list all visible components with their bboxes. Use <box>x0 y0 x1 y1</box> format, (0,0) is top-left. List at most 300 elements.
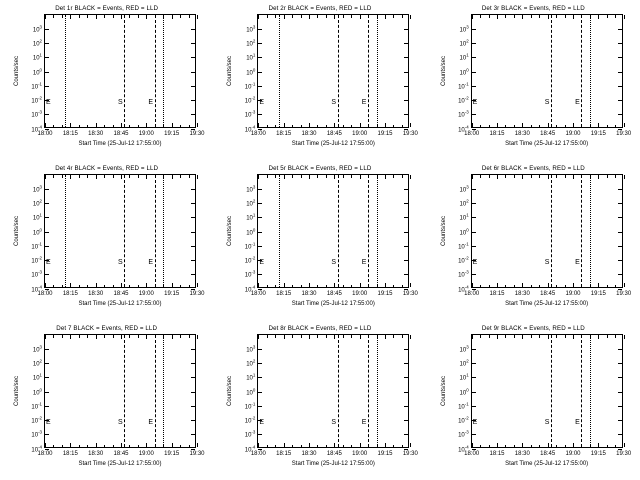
y-tick-label: $10^{-1}$ <box>31 401 42 411</box>
x-axis-tick <box>45 283 46 287</box>
y-tick-label: $10^1$ <box>32 212 42 222</box>
x-axis-minor-tick <box>480 335 481 338</box>
y-axis-tick <box>618 392 622 393</box>
event-line-dotted <box>65 15 66 127</box>
x-axis-tick <box>70 15 71 19</box>
x-axis-tick <box>146 15 147 19</box>
x-axis-tick <box>258 15 259 19</box>
y-axis-tick <box>404 377 408 378</box>
y-axis-tick <box>191 72 195 73</box>
y-axis-tick <box>191 232 195 233</box>
x-tick-label: 18:00 <box>250 131 266 137</box>
x-axis-tick <box>624 123 625 127</box>
y-axis-tick <box>404 232 408 233</box>
x-axis-minor-tick <box>189 175 190 178</box>
x-axis-minor-tick <box>489 175 490 178</box>
x-axis-minor-tick <box>87 125 88 128</box>
x-axis-minor-tick <box>138 125 139 128</box>
x-axis-minor-tick <box>53 445 54 448</box>
x-tick-label: 19:00 <box>352 291 368 297</box>
y-tick-label: $10^3$ <box>459 344 469 354</box>
x-tick-label: 18:30 <box>301 291 317 297</box>
x-axis-tick <box>284 175 285 179</box>
x-axis-minor-tick <box>607 125 608 128</box>
x-axis-tick <box>96 15 97 19</box>
x-tick-label: 19:30 <box>616 291 632 297</box>
x-axis-minor-tick <box>531 335 532 338</box>
y-axis-tick <box>472 232 476 233</box>
y-axis-tick <box>618 203 622 204</box>
y-axis-tick <box>191 100 195 101</box>
x-axis-minor-tick <box>505 285 506 288</box>
y-tick-label: $10^{-3}$ <box>458 269 469 279</box>
y-axis-tick <box>618 86 622 87</box>
event-line-dashed <box>155 15 156 127</box>
y-axis-tick <box>618 406 622 407</box>
panel-title: Det 2r BLACK = Events, RED = LLD <box>268 5 372 12</box>
x-axis-minor-tick <box>480 175 481 178</box>
panel-title: Det 9r BLACK = Events, RED = LLD <box>481 325 585 332</box>
x-tick-label: 18:15 <box>62 291 78 297</box>
x-axis-minor-tick <box>113 285 114 288</box>
y-axis-tick <box>618 189 622 190</box>
y-axis-tick <box>191 392 195 393</box>
x-tick-label: 19:00 <box>565 291 581 297</box>
x-axis-label: Start Time (25-Jul-12 17:55:00) <box>505 461 589 467</box>
x-axis-tick <box>472 15 473 19</box>
x-axis-minor-tick <box>129 285 130 288</box>
y-tick-label: $10^0$ <box>459 387 469 396</box>
x-tick-label: 19:00 <box>138 131 154 137</box>
x-axis-minor-tick <box>53 125 54 128</box>
y-axis-tick <box>618 260 622 261</box>
y-axis-tick <box>472 392 476 393</box>
y-tick-label: $10^1$ <box>32 52 42 62</box>
x-axis-minor-tick <box>326 15 327 18</box>
x-axis-tick <box>548 443 549 447</box>
x-axis-minor-tick <box>480 285 481 288</box>
x-axis-tick <box>121 443 122 447</box>
x-axis-tick <box>70 335 71 339</box>
y-axis-tick <box>472 349 476 350</box>
x-axis-tick <box>360 335 361 339</box>
y-axis-tick <box>618 246 622 247</box>
x-axis-tick <box>284 123 285 127</box>
y-axis-tick <box>472 57 476 58</box>
plot-area <box>31 174 205 297</box>
x-axis-label: Start Time (25-Jul-12 17:55:00) <box>78 141 162 147</box>
x-tick-label: 19:00 <box>138 451 154 457</box>
x-tick-label: 19:00 <box>352 451 368 457</box>
x-axis-tick <box>360 283 361 287</box>
x-axis-minor-tick <box>180 15 181 18</box>
y-tick-label: $10^2$ <box>246 198 256 208</box>
x-axis-minor-tick <box>189 445 190 448</box>
x-axis-minor-tick <box>275 175 276 178</box>
x-axis-minor-tick <box>565 125 566 128</box>
x-axis-minor-tick <box>480 15 481 18</box>
x-axis-minor-tick <box>351 445 352 448</box>
x-tick-label: 18:30 <box>88 131 104 137</box>
x-axis-minor-tick <box>489 15 490 18</box>
y-axis-tick <box>191 449 195 450</box>
plot-area <box>244 14 418 137</box>
event-line-dotted <box>163 15 164 127</box>
x-axis-tick <box>410 443 411 447</box>
x-axis-minor-tick <box>505 335 506 338</box>
y-tick-label: $10^2$ <box>246 358 256 368</box>
x-axis-minor-tick <box>402 15 403 18</box>
x-axis-tick <box>410 335 411 339</box>
y-axis-tick <box>258 392 262 393</box>
y-axis-tick <box>191 289 195 290</box>
x-axis-tick <box>548 123 549 127</box>
x-axis-minor-tick <box>87 335 88 338</box>
y-axis-tick <box>45 43 49 44</box>
x-axis-minor-tick <box>104 285 105 288</box>
chart-panel <box>213 320 426 480</box>
x-axis-tick <box>284 283 285 287</box>
y-tick-label: $10^{-2}$ <box>458 95 469 105</box>
x-axis-minor-tick <box>531 175 532 178</box>
x-axis-minor-tick <box>113 175 114 178</box>
event-line-dashed <box>338 175 339 287</box>
y-tick-label: $10^{-2}$ <box>244 415 256 425</box>
y-axis-tick <box>45 217 49 218</box>
y-axis-tick <box>404 434 408 435</box>
x-tick-label: 19:30 <box>402 451 418 457</box>
x-tick-label: 19:30 <box>402 131 418 137</box>
x-axis-tick <box>360 15 361 19</box>
x-axis-minor-tick <box>514 15 515 18</box>
y-axis-tick <box>191 189 195 190</box>
x-axis-minor-tick <box>402 175 403 178</box>
x-axis-minor-tick <box>539 445 540 448</box>
x-axis-minor-tick <box>351 125 352 128</box>
x-axis-minor-tick <box>556 125 557 128</box>
y-axis-tick <box>191 217 195 218</box>
y-axis-tick <box>404 57 408 58</box>
y-axis-tick <box>472 86 476 87</box>
x-axis-tick <box>334 335 335 339</box>
x-axis-minor-tick <box>531 125 532 128</box>
event-line-dotted <box>590 335 591 447</box>
y-tick-label: $10^2$ <box>459 198 469 208</box>
x-axis-tick <box>472 175 473 179</box>
y-axis-tick <box>618 129 622 130</box>
y-axis-tick <box>45 246 49 247</box>
x-axis-minor-tick <box>138 285 139 288</box>
chart-panel <box>427 0 640 160</box>
x-axis-tick <box>334 283 335 287</box>
x-axis-tick <box>284 443 285 447</box>
x-axis-minor-tick <box>180 335 181 338</box>
x-axis-tick <box>258 283 259 287</box>
x-axis-minor-tick <box>607 445 608 448</box>
y-axis-tick <box>404 72 408 73</box>
plot-area <box>458 334 632 457</box>
y-axis-label: Counts/sec <box>440 375 447 407</box>
y-axis-tick <box>45 392 49 393</box>
x-axis-minor-tick <box>267 285 268 288</box>
event-line-dashed <box>155 175 156 287</box>
y-axis-label: Counts/sec <box>227 55 234 87</box>
y-tick-label: $10^3$ <box>246 344 256 354</box>
x-axis-minor-tick <box>129 175 130 178</box>
event-line-dashed <box>551 175 552 287</box>
x-axis-tick <box>410 175 411 179</box>
x-tick-label: 18:00 <box>250 291 266 297</box>
y-axis-tick <box>618 114 622 115</box>
x-axis-minor-tick <box>615 285 616 288</box>
y-tick-label: $10^{-1}$ <box>31 81 42 91</box>
x-axis-minor-tick <box>480 445 481 448</box>
y-tick-label: $10^{-1}$ <box>244 401 256 411</box>
x-axis-tick <box>497 283 498 287</box>
x-axis-tick <box>385 15 386 19</box>
y-axis-tick <box>404 29 408 30</box>
x-axis-tick <box>96 443 97 447</box>
x-tick-label: 19:15 <box>164 131 180 137</box>
x-axis-minor-tick <box>79 125 80 128</box>
event-line-dashed <box>155 335 156 447</box>
x-axis-tick <box>573 15 574 19</box>
y-axis-tick <box>472 217 476 218</box>
x-tick-label: 18:45 <box>326 131 342 137</box>
y-axis-label: Counts/sec <box>227 375 234 407</box>
y-axis-tick <box>472 434 476 435</box>
x-axis-tick <box>334 123 335 127</box>
x-axis-tick <box>258 175 259 179</box>
plot-area <box>31 334 205 457</box>
event-line-dotted <box>377 335 378 447</box>
x-tick-label: 19:00 <box>565 451 581 457</box>
y-axis-tick <box>472 203 476 204</box>
event-line-dashed <box>581 335 582 447</box>
y-tick-label: $10^1$ <box>246 52 256 62</box>
x-axis-tick <box>172 123 173 127</box>
event-marker-s: S <box>331 99 337 106</box>
y-axis-tick <box>472 29 476 30</box>
plot-area <box>244 174 418 297</box>
event-line-dashed <box>368 335 369 447</box>
panel-title: Det 6r BLACK = Events, RED = LLD <box>481 165 585 172</box>
y-tick-label: $10^{-3}$ <box>31 109 42 119</box>
x-axis-tick <box>258 123 259 127</box>
x-axis-minor-tick <box>607 15 608 18</box>
y-axis-tick <box>191 246 195 247</box>
x-axis-tick <box>45 123 46 127</box>
x-axis-tick <box>121 283 122 287</box>
y-tick-label: $10^{-3}$ <box>31 429 42 439</box>
chart-panel <box>427 320 640 480</box>
y-tick-label: $10^3$ <box>32 24 42 34</box>
x-tick-label: 18:15 <box>276 291 292 297</box>
x-axis-tick <box>70 123 71 127</box>
y-axis-tick <box>404 260 408 261</box>
event-marker-e: E <box>361 259 367 266</box>
x-axis-tick <box>360 175 361 179</box>
event-marker-s: S <box>544 259 550 266</box>
y-tick-label: $10^{-3}$ <box>244 269 256 279</box>
y-axis-tick <box>404 43 408 44</box>
x-axis-tick <box>497 443 498 447</box>
y-axis-tick <box>45 29 49 30</box>
x-tick-label: 18:45 <box>326 451 342 457</box>
x-axis-minor-tick <box>556 445 557 448</box>
event-line-dotted <box>279 175 280 287</box>
x-axis-minor-tick <box>531 445 532 448</box>
x-axis-label: Start Time (25-Jul-12 17:55:00) <box>505 141 589 147</box>
y-axis-tick <box>618 363 622 364</box>
x-axis-minor-tick <box>129 335 130 338</box>
panel-title: Det 7 BLACK = Events, RED = LLD <box>56 325 158 332</box>
chart-panel <box>0 160 213 320</box>
y-axis-label: Counts/sec <box>14 375 21 407</box>
x-axis-tick <box>410 283 411 287</box>
y-axis-tick <box>191 349 195 350</box>
y-tick-label: $10^0$ <box>246 67 256 76</box>
x-axis-minor-tick <box>62 285 63 288</box>
x-axis-tick <box>96 123 97 127</box>
x-axis-label: Start Time (25-Jul-12 17:55:00) <box>291 301 375 307</box>
event-line-dotted <box>65 175 66 287</box>
x-tick-label: 18:30 <box>88 291 104 297</box>
y-axis-tick <box>404 246 408 247</box>
x-tick-label: 19:15 <box>377 291 393 297</box>
x-axis-label: Start Time (25-Jul-12 17:55:00) <box>291 461 375 467</box>
x-axis-tick <box>522 283 523 287</box>
x-axis-minor-tick <box>62 15 63 18</box>
x-axis-minor-tick <box>129 445 130 448</box>
y-tick-label: $10^3$ <box>246 24 256 34</box>
edge-marker-e: E <box>259 99 264 106</box>
x-tick-label: 18:30 <box>301 451 317 457</box>
y-axis-tick <box>258 406 262 407</box>
event-marker-s: S <box>544 419 550 426</box>
panel-title: Det 1r BLACK = Events, RED = LLD <box>55 5 159 12</box>
y-axis-tick <box>472 406 476 407</box>
event-line-dashed <box>551 335 552 447</box>
y-axis-tick <box>45 189 49 190</box>
x-axis-minor-tick <box>189 15 190 18</box>
event-marker-e: E <box>361 99 367 106</box>
x-axis-minor-tick <box>402 285 403 288</box>
y-tick-label: $10^2$ <box>246 38 256 48</box>
x-axis-tick <box>598 283 599 287</box>
y-tick-label: $10^1$ <box>32 372 42 382</box>
x-axis-tick <box>522 15 523 19</box>
y-tick-label: $10^0$ <box>32 387 42 396</box>
x-tick-label: 18:30 <box>88 451 104 457</box>
y-axis-tick <box>45 114 49 115</box>
y-axis-tick <box>258 43 262 44</box>
y-tick-label: $10^1$ <box>459 212 469 222</box>
x-axis-tick <box>385 335 386 339</box>
x-axis-minor-tick <box>113 125 114 128</box>
x-axis-minor-tick <box>556 15 557 18</box>
y-tick-label: $10^{-2}$ <box>31 95 42 105</box>
chart-panel <box>0 0 213 160</box>
x-axis-tick <box>197 283 198 287</box>
x-axis-label: Start Time (25-Jul-12 17:55:00) <box>505 301 589 307</box>
x-axis-minor-tick <box>615 445 616 448</box>
x-axis-tick <box>45 175 46 179</box>
x-tick-label: 19:30 <box>189 131 205 137</box>
edge-marker-e: E <box>472 259 478 266</box>
y-axis-label: Counts/sec <box>14 215 21 247</box>
x-axis-tick <box>284 15 285 19</box>
y-axis-tick <box>191 434 195 435</box>
x-axis-tick <box>197 123 198 127</box>
x-tick-label: 19:15 <box>590 291 606 297</box>
x-tick-label: 18:45 <box>540 291 556 297</box>
x-tick-label: 18:15 <box>276 131 292 137</box>
chart-panel <box>213 0 426 160</box>
x-axis-minor-tick <box>267 175 268 178</box>
x-axis-minor-tick <box>113 445 114 448</box>
y-tick-label: $10^{-2}$ <box>458 415 469 425</box>
event-marker-e: E <box>361 419 367 426</box>
y-axis-tick <box>258 129 262 130</box>
edge-marker-e: E <box>472 99 478 106</box>
x-axis-tick <box>146 335 147 339</box>
x-axis-tick <box>146 175 147 179</box>
x-axis-minor-tick <box>351 175 352 178</box>
x-axis-minor-tick <box>489 445 490 448</box>
y-axis-tick <box>404 189 408 190</box>
x-tick-label: 18:45 <box>540 131 556 137</box>
x-axis-minor-tick <box>138 335 139 338</box>
x-axis-tick <box>121 123 122 127</box>
x-axis-tick <box>197 335 198 339</box>
y-tick-label: $10^2$ <box>32 358 42 368</box>
panel-title: Det 8r BLACK = Events, RED = LLD <box>268 325 372 332</box>
y-axis-tick <box>472 189 476 190</box>
x-axis-minor-tick <box>275 335 276 338</box>
x-axis-tick <box>472 335 473 339</box>
x-axis-minor-tick <box>87 175 88 178</box>
x-axis-minor-tick <box>113 15 114 18</box>
x-axis-tick <box>146 283 147 287</box>
x-axis-minor-tick <box>275 285 276 288</box>
x-axis-tick <box>598 123 599 127</box>
event-line-dotted <box>279 15 280 127</box>
x-axis-tick <box>334 443 335 447</box>
x-axis-minor-tick <box>343 285 344 288</box>
x-tick-label: 18:45 <box>540 451 556 457</box>
y-axis-tick <box>404 274 408 275</box>
x-axis-minor-tick <box>565 445 566 448</box>
x-axis-minor-tick <box>615 175 616 178</box>
x-axis-minor-tick <box>539 15 540 18</box>
y-tick-label: $10^{-4}$ <box>31 444 42 453</box>
y-axis-tick <box>45 232 49 233</box>
y-tick-label: $10^{-4}$ <box>31 124 42 133</box>
y-axis-tick <box>258 274 262 275</box>
x-axis-minor-tick <box>87 285 88 288</box>
x-axis-tick <box>284 335 285 339</box>
y-axis-tick <box>191 29 195 30</box>
y-tick-label: $10^{-3}$ <box>458 109 469 119</box>
x-axis-tick <box>624 15 625 19</box>
event-line-dotted <box>590 15 591 127</box>
x-tick-label: 19:30 <box>402 291 418 297</box>
x-axis-tick <box>309 335 310 339</box>
y-tick-label: $10^{-3}$ <box>31 269 42 279</box>
x-axis-minor-tick <box>104 445 105 448</box>
x-tick-label: 18:15 <box>489 131 505 137</box>
